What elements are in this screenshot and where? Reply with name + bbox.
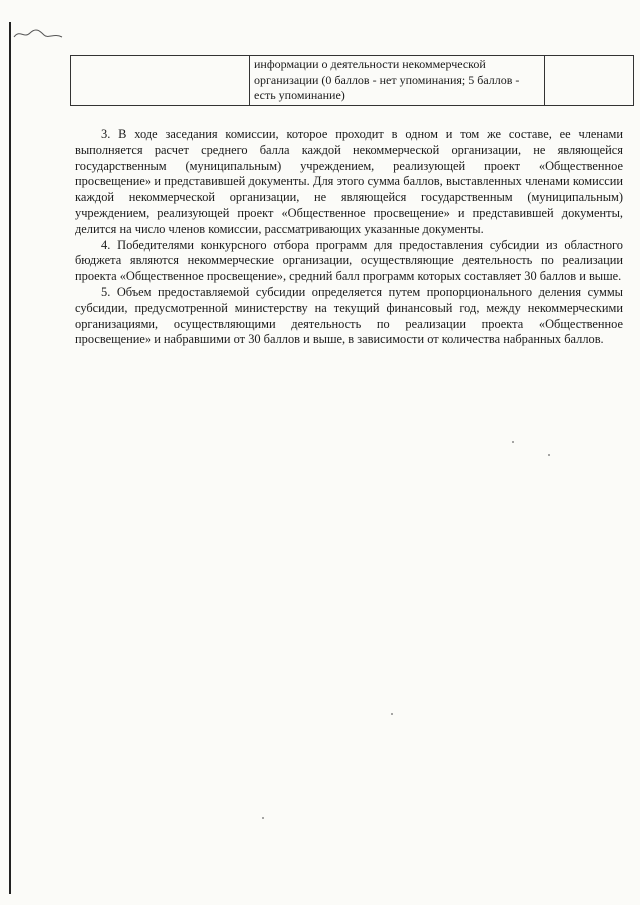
table-cell-score (545, 56, 634, 106)
criteria-table (70, 55, 634, 106)
criteria-text: информации о деятельности некоммерческой организации (0 баллов - нет упоминания; 5 баллов - есть упоминание) (254, 57, 520, 102)
binding-edge-line (9, 22, 11, 894)
table-cell-criteria (250, 56, 545, 106)
scan-speck (512, 441, 514, 443)
scan-speck (548, 454, 550, 456)
handwritten-mark (12, 25, 68, 43)
table-row (71, 56, 634, 106)
table-cell-left (71, 56, 250, 106)
paragraph-3: 3. В ходе заседания комиссии, которое проходит в одном и том же составе, ее членами выполняется расчет среднего балла каждой некоммерческой организации, не являющейся государственным (муниципальным) учреждением, реализующей проект «Общественное просвещение» и представившей документы. Для этого сумма баллов, выставленных членами комиссии каждой некоммерческой организации, не являющейся государственным (муниципальным) учреждением, реализующей проект «Общественное просвещение» и представившей документы, делится на число членов комиссии, рассматривающих указанные документы. (75, 127, 623, 236)
paragraph-5: 5. Объем предоставляемой субсидии определяется путем пропорционального деления суммы субсидии, предусмотренной министерству на текущий финансовый год, между некоммерческими организациями, осуществляющими деятельность по реализации проекта «Общественное просвещение» и набравшими от 30 баллов и выше, в зависимости от количества набранных баллов. (75, 284, 623, 347)
document-body (75, 127, 623, 348)
scan-speck (262, 817, 264, 819)
paragraph-4: 4. Победителями конкурсного отбора программ для предоставления субсидии из областного бюджета являются некоммерческие организации, осуществляющие деятельность по реализации проекта «Общественное просвещение», средний балл программ которых составляет 30 баллов и выше. (75, 237, 623, 284)
scan-speck (391, 713, 393, 715)
